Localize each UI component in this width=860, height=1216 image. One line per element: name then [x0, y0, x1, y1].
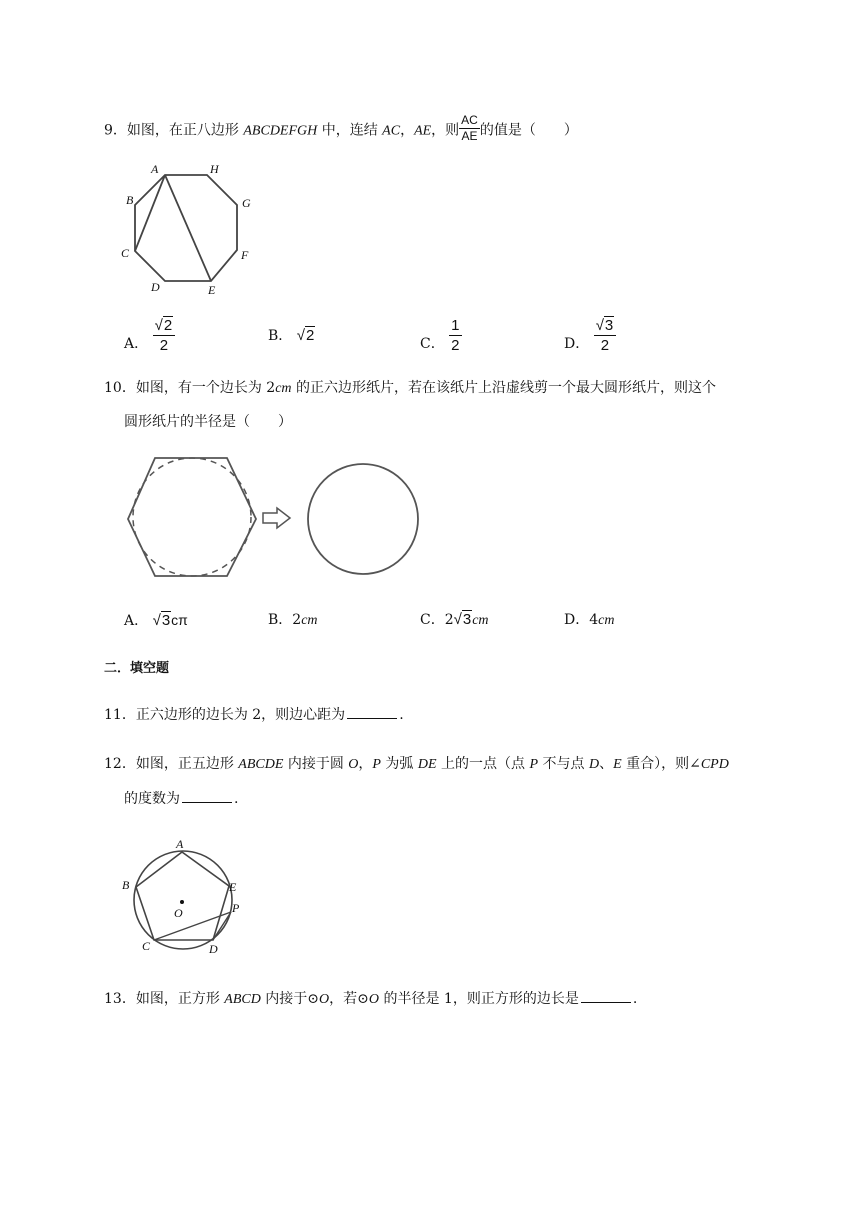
q10-stem-line2: 圆形纸片的半径是（ ） [124, 414, 292, 430]
label-f: F [241, 248, 249, 262]
segment-pd [213, 912, 231, 940]
q10-option-d[interactable]: D．4cm [564, 612, 615, 628]
q13-answer-blank[interactable] [581, 988, 631, 1003]
center-dot [180, 900, 184, 904]
q9-option-b[interactable]: B． √2 [268, 327, 315, 344]
pentagon [136, 852, 229, 940]
segment-ae [165, 175, 211, 281]
dashed-circle [133, 458, 251, 576]
label-a: A [176, 837, 184, 851]
q10-stem-line1: 10．如图，有一个边长为 2cm 的正六边形纸片，若在该纸片上沿虚线剪一个最大圆形纸片，则这个 [104, 380, 716, 396]
q9-option-d[interactable]: D． $\frac{√3}{2}$ [564, 316, 616, 355]
q9-option-a[interactable]: A． $\frac{√2}{2}$ [124, 316, 175, 355]
q13-stem: 13．如图，正方形 ABCD 内接于⊙O，若⊙O 的半径是 1，则正方形的边长是 . [104, 988, 637, 1010]
section-title: 二．填空题 [104, 661, 170, 676]
q12-stem-line1: 12．如图，正五边形 ABCDE 内接于圆 O，P 为弧 DE 上的一点（点 P 不与点 D、E 重合），则∠CPD [104, 756, 729, 772]
q10-option-c[interactable]: C．2√3cm [420, 611, 489, 628]
q9-option-c[interactable]: C． $\frac{1}{2}$ [420, 317, 460, 354]
label-o: O [174, 906, 183, 920]
label-d: D [151, 280, 160, 294]
q10-option-a[interactable]: A． √3cπ [124, 612, 188, 629]
label-g: G [242, 196, 251, 210]
q11-answer-blank[interactable] [347, 704, 397, 719]
octagon [135, 175, 237, 281]
pentagon-figure [118, 832, 268, 962]
q12-stem-line2: 的度数为 . [124, 788, 238, 809]
label-p: P [232, 901, 240, 915]
q10-option-b[interactable]: B．2cm [268, 612, 318, 628]
label-c: C [121, 246, 130, 260]
arrow-icon [263, 508, 290, 528]
hexagon [128, 458, 256, 576]
q11-stem: 11．正六边形的边长为 2，则边心距为 . [104, 704, 404, 725]
label-a: A [151, 162, 159, 176]
label-e: E [208, 283, 216, 297]
label-e: E [229, 880, 237, 894]
label-h: H [210, 162, 219, 176]
label-d: D [209, 942, 218, 956]
q9-fraction: $\frac{AC}{AE}$ [461, 113, 478, 143]
label-b: B [126, 193, 134, 207]
q9-stem: 9．如图，在正八边形 ABCDEFGH 中，连结 AC，AE，则 $\frac{AC}{AE}$ 的值是（ ） [104, 113, 578, 143]
cut-circle [308, 464, 418, 574]
label-c: C [142, 939, 151, 953]
hexagon-figure [120, 455, 450, 585]
label-b: B [122, 878, 130, 892]
segment-cp [154, 912, 231, 940]
q12-answer-blank[interactable] [182, 788, 232, 803]
segment-ac [135, 175, 165, 251]
octagon-figure [115, 160, 265, 300]
